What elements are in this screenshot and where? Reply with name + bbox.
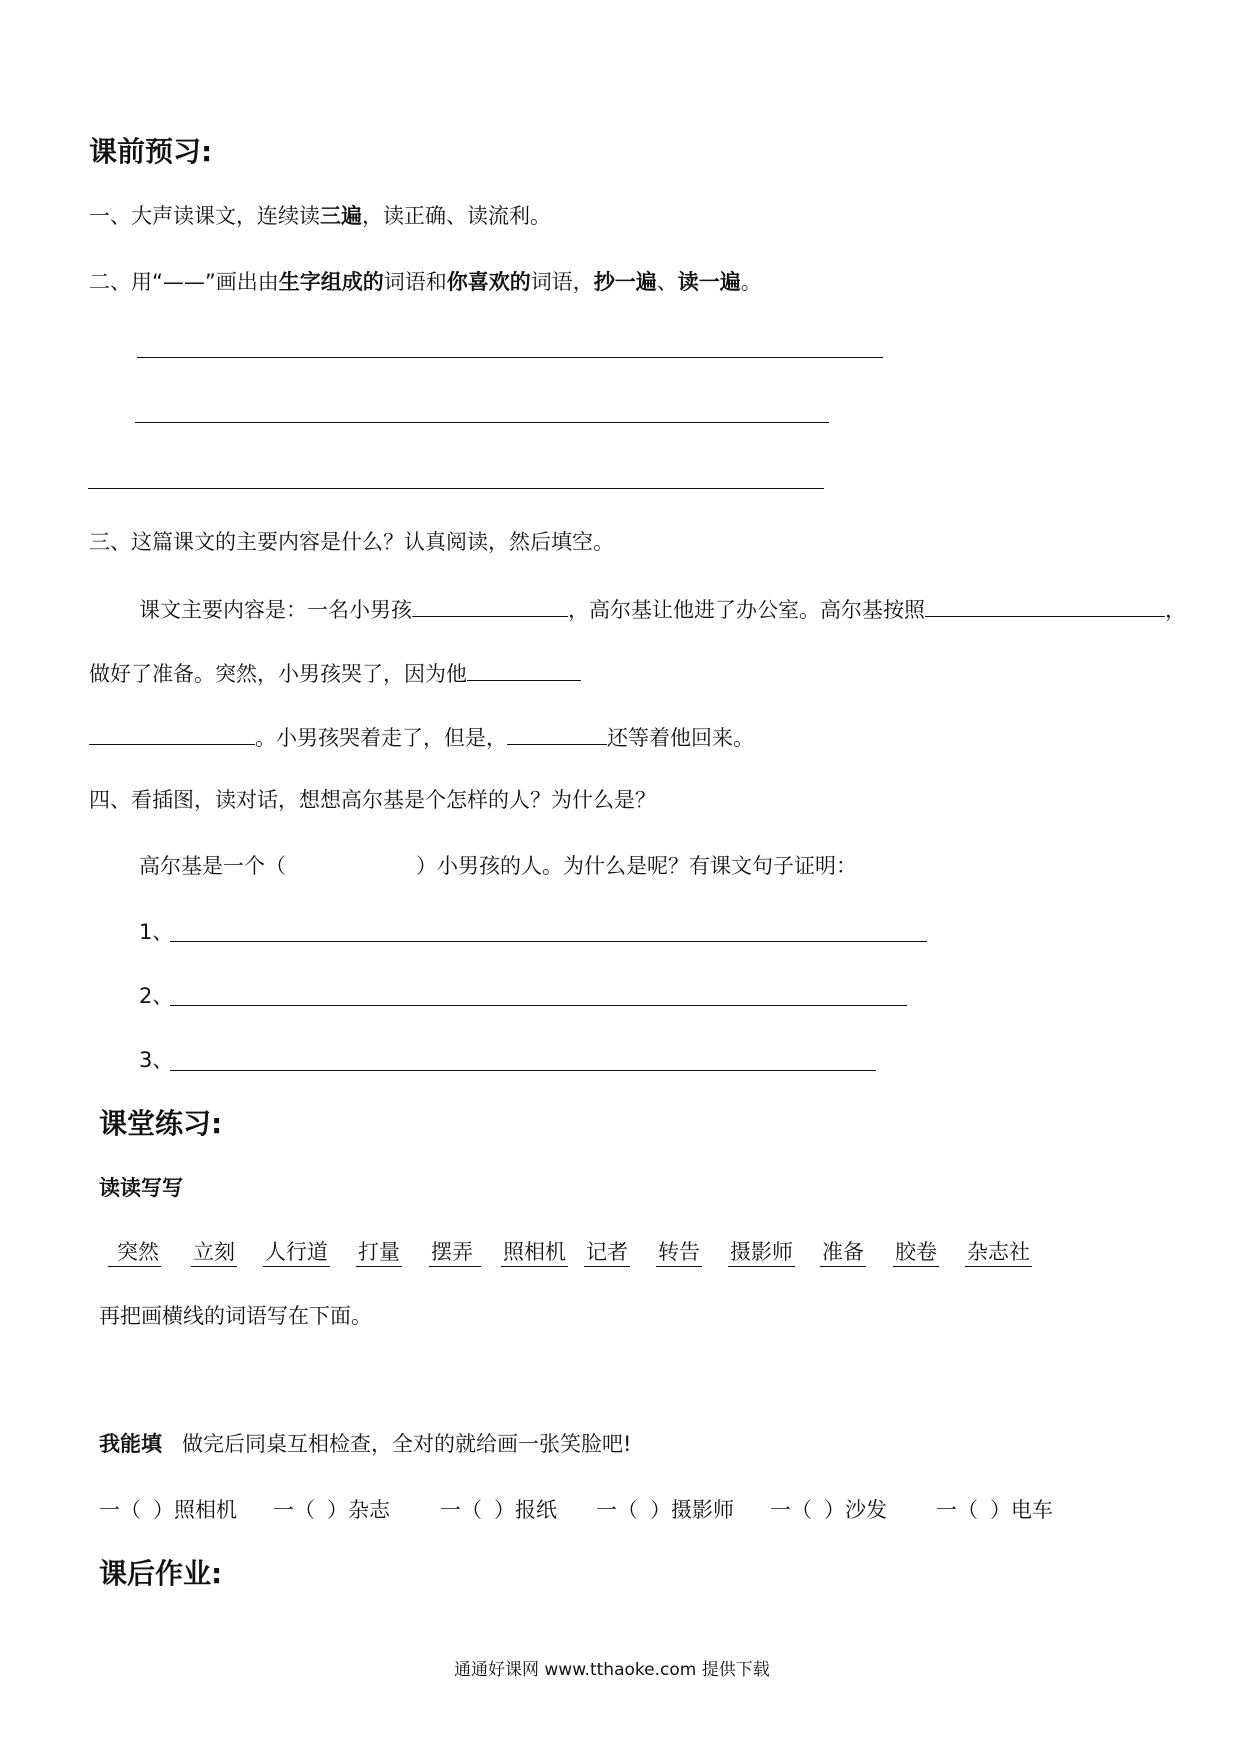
q3-s1-text-a: 课文主要内容是：一名小男孩 [139,598,412,622]
word-item: 摄影师 [728,1238,795,1267]
q2-text-g: 、 [656,270,678,294]
q3-s1-text-b: ，高尔基让他进了办公室。高尔基按照 [568,598,925,622]
fill-in-line [99,1430,631,1458]
word-item: 打量 [356,1238,402,1267]
word-item: 立刻 [191,1238,237,1267]
read-write-title: 读读写写 [99,1176,183,1200]
answer-line-3[interactable] [88,488,824,489]
measure-word-item[interactable]: 一（ ）杂志 [273,1498,390,1522]
q2-text-i: 。 [740,270,762,294]
fill-title: 我能填 [99,1432,162,1456]
measure-word-item[interactable]: 一（ ）照相机 [99,1498,237,1522]
measure-word-item[interactable]: 一（ ）沙发 [770,1498,887,1522]
blank-field-2[interactable] [925,594,1165,617]
blank-field-5[interactable] [507,722,607,745]
section-title-classwork: 课堂练习: [99,1107,223,1140]
question-3-line-1 [139,594,1186,624]
q1-text-a: 一、大声读课文，连续读 [89,204,320,228]
word-item: 摆弄 [429,1238,481,1267]
q2-text-a: 二、用“——”画出由 [89,270,279,294]
answer-line-6[interactable] [170,1070,876,1071]
answer-line-2[interactable] [135,422,829,423]
q2-text-bold-3: 抄一遍 [593,270,657,294]
question-4-line-1 [139,852,857,880]
word-item: 记者 [584,1238,630,1267]
number-2: 2、 [139,984,174,1008]
blank-field-3[interactable] [467,658,581,681]
question-4-title: 四、看插图，读对话，想想高尔基是个怎样的人？为什么是？ [89,788,656,812]
section-title-homework: 课后作业: [99,1557,223,1590]
blank-field-1[interactable] [412,594,568,617]
q2-text-bold-2: 你喜欢的 [446,270,531,294]
measure-word-item[interactable]: 一（ ）电车 [936,1498,1053,1522]
q2-text-c: 词语和 [383,270,447,294]
q2-text-bold-1: 生字组成的 [278,270,384,294]
word-item: 准备 [820,1238,866,1267]
question-3-line-2 [89,658,581,688]
number-3: 3、 [139,1048,174,1072]
footer-credit: 通通好课网 www.tthaoke.com 提供下载 [454,1660,770,1680]
q3-s3-text-b: 。小男孩哭着走了，但是， [255,726,507,750]
number-1: 1、 [139,920,174,944]
answer-line-5[interactable] [170,1005,907,1006]
word-item: 杂志社 [965,1238,1032,1267]
blank-field-4[interactable] [89,722,255,745]
q2-text-bold-4: 读一遍 [677,270,741,294]
q1-text-bold: 三遍 [320,204,362,228]
question-1 [89,202,551,230]
word-item: 人行道 [263,1238,330,1267]
rewrite-instruction: 再把画横线的词语写在下面。 [99,1304,372,1328]
measure-word-item[interactable]: 一（ ）摄影师 [596,1498,734,1522]
q1-text-c: ，读正确、读流利。 [362,204,551,228]
question-3-line-3 [89,722,754,752]
section-title-preview: 课前预习: [89,135,213,168]
answer-line-1[interactable] [137,357,883,358]
q4-s1-text-b: ）小男孩的人。为什么是呢？有课文句子证明： [416,854,857,878]
q3-s2-text-a: 做好了准备。突然，小男孩哭了，因为他 [89,662,467,686]
q3-s1-text-c: ， [1165,598,1186,622]
word-item: 转告 [656,1238,702,1267]
word-item: 照相机 [501,1238,568,1267]
question-2 [89,268,762,296]
word-item: 胶卷 [893,1238,939,1267]
q3-s3-text-c: 还等着他回来。 [607,726,754,750]
measure-word-item[interactable]: 一（ ）报纸 [440,1498,557,1522]
word-item: 突然 [108,1238,161,1267]
q4-s1-text-a: 高尔基是一个（ [139,854,286,878]
q2-text-e: 词语， [530,270,594,294]
question-3-title: 三、这篇课文的主要内容是什么？认真阅读，然后填空。 [89,530,614,554]
fill-instruction: 做完后同桌互相检查，全对的就给画一张笑脸吧! [182,1432,632,1456]
answer-line-4[interactable] [170,941,927,942]
